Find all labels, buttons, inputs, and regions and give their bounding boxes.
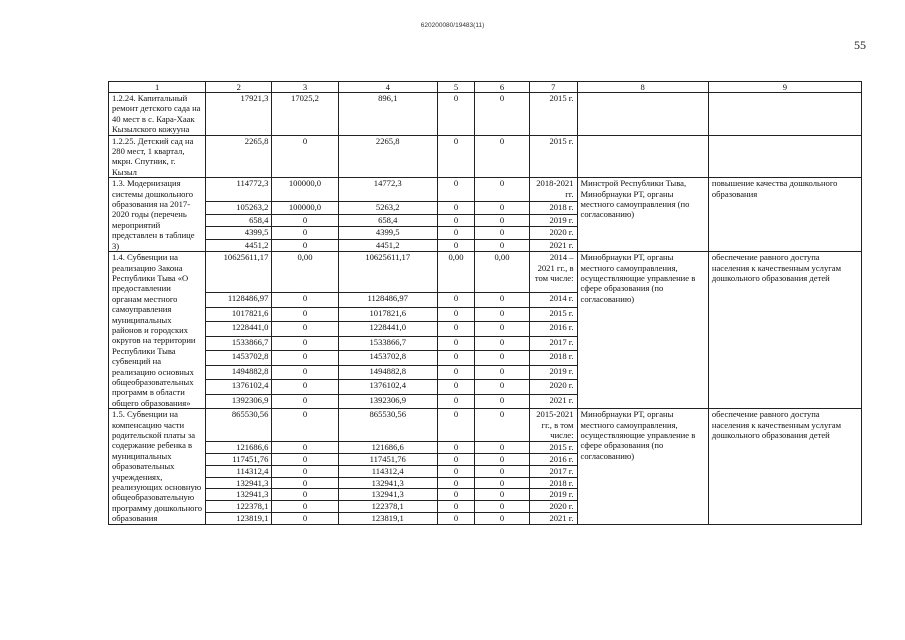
executor-cell	[577, 93, 708, 136]
cell-c5: 0	[437, 454, 474, 466]
cell-c4: 121686,6	[338, 442, 437, 454]
cell-c4: 658,4	[338, 214, 437, 226]
cell-c3: 0,00	[272, 252, 338, 293]
cell-c4: 1228441,0	[338, 322, 437, 337]
cell-c4: 10625611,17	[338, 252, 437, 293]
cell-c5: 0	[437, 93, 474, 136]
cell-c5: 0	[437, 442, 474, 454]
cell-c4: 1453702,8	[338, 351, 437, 366]
col-header-7: 7	[529, 82, 577, 93]
cell-c4: 4451,2	[338, 239, 437, 252]
cell-c4: 123819,1	[338, 512, 437, 524]
cell-c3: 0	[272, 239, 338, 252]
cell-c6: 0	[475, 336, 530, 351]
cell-c6: 0	[475, 307, 530, 322]
cell-c7: 2014 г.	[529, 293, 577, 308]
cell-c6: 0	[475, 351, 530, 366]
cell-c3: 0	[272, 409, 338, 442]
cell-c5: 0	[437, 489, 474, 501]
cell-c2: 1533866,7	[206, 336, 272, 351]
executor-cell: Минстрой Республики Тыва, Минобрнауки РТ, органы местного самоуправления (по согласованию)	[577, 178, 708, 252]
cell-c3: 0	[272, 512, 338, 524]
cell-c5: 0	[437, 202, 474, 214]
cell-c2: 1128486,97	[206, 293, 272, 308]
cell-c4: 14772,3	[338, 178, 437, 202]
cell-c2: 105263,2	[206, 202, 272, 214]
cell-c2: 2265,8	[206, 135, 272, 178]
cell-c6: 0	[475, 365, 530, 380]
cell-c4: 1494882,8	[338, 365, 437, 380]
cell-c3: 0	[272, 454, 338, 466]
cell-c6: 0	[475, 409, 530, 442]
measure-name-cell: 1.5. Субвенции на компенсацию части родительской платы за содержание ребенка в муниципальных образовательных учреждениях, реализующих основную общеобразовательную программу дошкольного образования	[109, 409, 206, 524]
cell-c5: 0	[437, 477, 474, 489]
cell-c5: 0	[437, 501, 474, 513]
cell-c2: 122378,1	[206, 501, 272, 513]
program-table	[108, 81, 862, 525]
cell-c7: 2020 г.	[529, 380, 577, 395]
cell-c6: 0	[475, 489, 530, 501]
measure-name-cell: 1.4. Субвенции на реализацию Закона Республики Тыва «О предоставлении органам местного самоуправления муниципальных районов и городских округов на территории Республики Тыва субвенций на реализацию основных общеобразовательных программ в области общего образования»	[109, 252, 206, 409]
cell-c2: 114312,4	[206, 465, 272, 477]
executor-cell: Минобрнауки РТ, органы местного самоуправления, осуществляющие управление в сфере образования (по согласованию)	[577, 252, 708, 409]
measure-name-cell: 1.3. Модернизация системы дошкольного образования на 2017-2020 годы (перечень мероприятий представлен в таблице 3)	[109, 178, 206, 252]
result-cell	[708, 135, 861, 178]
cell-c6: 0	[475, 512, 530, 524]
cell-c3: 0	[272, 135, 338, 178]
cell-c6: 0	[475, 202, 530, 214]
cell-c4: 896,1	[338, 93, 437, 136]
cell-c3: 100000,0	[272, 202, 338, 214]
cell-c4: 5263,2	[338, 202, 437, 214]
cell-c7: 2015 г.	[529, 307, 577, 322]
cell-c5: 0	[437, 227, 474, 239]
cell-c2: 865530,56	[206, 409, 272, 442]
table-row	[109, 409, 862, 442]
cell-c3: 0	[272, 307, 338, 322]
cell-c7: 2015 г.	[529, 135, 577, 178]
cell-c7: 2021 г.	[529, 512, 577, 524]
cell-c4: 1128486,97	[338, 293, 437, 308]
measure-name-cell: 1.2.25. Детский сад на 280 мест, 1 квартал, мкрн. Спутник, г. Кызыл	[109, 135, 206, 178]
cell-c5: 0	[437, 322, 474, 337]
result-cell: обеспечение равного доступа населения к качественным услугам дошкольного образования детей	[708, 252, 861, 409]
cell-c6: 0	[475, 93, 530, 136]
cell-c5: 0	[437, 380, 474, 395]
cell-c4: 117451,76	[338, 454, 437, 466]
col-header-8: 8	[577, 82, 708, 93]
cell-c2: 132941,3	[206, 477, 272, 489]
cell-c5: 0	[437, 394, 474, 409]
cell-c3: 0	[272, 214, 338, 226]
cell-c2: 114772,3	[206, 178, 272, 202]
cell-c4: 4399,5	[338, 227, 437, 239]
cell-c4: 132941,3	[338, 477, 437, 489]
cell-c2: 1228441,0	[206, 322, 272, 337]
cell-c3: 0	[272, 365, 338, 380]
cell-c4: 2265,8	[338, 135, 437, 178]
result-cell	[708, 93, 861, 136]
cell-c7: 2015 г.	[529, 93, 577, 136]
cell-c7: 2020 г.	[529, 227, 577, 239]
document-code: 620200080/19483(11)	[420, 22, 485, 29]
cell-c3: 100000,0	[272, 178, 338, 202]
cell-c6: 0	[475, 239, 530, 252]
cell-c6: 0	[475, 214, 530, 226]
page-number: 55	[854, 38, 866, 52]
cell-c3: 0	[272, 394, 338, 409]
cell-c7: 2021 г.	[529, 394, 577, 409]
cell-c7: 2021 г.	[529, 239, 577, 252]
cell-c5: 0	[437, 307, 474, 322]
cell-c6: 0	[475, 178, 530, 202]
cell-c3: 0	[272, 227, 338, 239]
table-row	[109, 93, 862, 136]
cell-c2: 4451,2	[206, 239, 272, 252]
cell-c6: 0	[475, 501, 530, 513]
cell-c5: 0	[437, 351, 474, 366]
table-row	[109, 135, 862, 178]
cell-c2: 1376102,4	[206, 380, 272, 395]
cell-c2: 1017821,6	[206, 307, 272, 322]
cell-c5: 0	[437, 214, 474, 226]
column-number-row	[109, 82, 862, 93]
table-row	[109, 252, 862, 293]
cell-c7: 2019 г.	[529, 365, 577, 380]
cell-c6: 0	[475, 442, 530, 454]
col-header-5: 5	[437, 82, 474, 93]
cell-c6: 0	[475, 394, 530, 409]
cell-c5: 0	[437, 336, 474, 351]
cell-c4: 1017821,6	[338, 307, 437, 322]
cell-c2: 132941,3	[206, 489, 272, 501]
cell-c7: 2018 г.	[529, 202, 577, 214]
table-header	[109, 82, 862, 93]
cell-c4: 1376102,4	[338, 380, 437, 395]
cell-c7: 2019 г.	[529, 489, 577, 501]
cell-c2: 1392306,9	[206, 394, 272, 409]
cell-c2: 117451,76	[206, 454, 272, 466]
cell-c6: 0	[475, 293, 530, 308]
result-cell: обеспечение равного доступа населения к качественным услугам дошкольного образования детей	[708, 409, 861, 524]
cell-c2: 123819,1	[206, 512, 272, 524]
cell-c6: 0	[475, 477, 530, 489]
cell-c5: 0	[437, 135, 474, 178]
cell-c7: 2019 г.	[529, 214, 577, 226]
cell-c7: 2017 г.	[529, 465, 577, 477]
cell-c4: 132941,3	[338, 489, 437, 501]
cell-c6: 0	[475, 380, 530, 395]
table-body	[109, 93, 862, 525]
col-header-4: 4	[338, 82, 437, 93]
cell-c3: 0	[272, 442, 338, 454]
cell-c7: 2016 г.	[529, 454, 577, 466]
cell-c6: 0	[475, 135, 530, 178]
measure-name-cell: 1.2.24. Капитальный ремонт детского сада на 40 мест в с. Кара-Хаак Кызылского кожууна	[109, 93, 206, 136]
cell-c6: 0,00	[475, 252, 530, 293]
cell-c6: 0	[475, 465, 530, 477]
cell-c2: 1453702,8	[206, 351, 272, 366]
cell-c5: 0	[437, 178, 474, 202]
col-header-2: 2	[206, 82, 272, 93]
cell-c3: 0	[272, 336, 338, 351]
cell-c4: 1533866,7	[338, 336, 437, 351]
cell-c2: 10625611,17	[206, 252, 272, 293]
executor-cell: Минобрнауки РТ, органы местного самоуправления, осуществляющие управление в сфере образования (по согласованию)	[577, 409, 708, 524]
cell-c3: 0	[272, 293, 338, 308]
cell-c3: 0	[272, 465, 338, 477]
col-header-6: 6	[475, 82, 530, 93]
cell-c5: 0	[437, 293, 474, 308]
cell-c4: 114312,4	[338, 465, 437, 477]
cell-c7: 2020 г.	[529, 501, 577, 513]
cell-c6: 0	[475, 227, 530, 239]
cell-c7: 2015-2021 гг., в том числе:	[529, 409, 577, 442]
col-header-3: 3	[272, 82, 338, 93]
cell-c2: 17921,3	[206, 93, 272, 136]
col-header-1: 1	[109, 82, 206, 93]
cell-c2: 121686,6	[206, 442, 272, 454]
cell-c4: 1392306,9	[338, 394, 437, 409]
table-row	[109, 178, 862, 202]
result-cell: повышение качества дошкольного образования	[708, 178, 861, 252]
cell-c4: 122378,1	[338, 501, 437, 513]
cell-c7: 2017 г.	[529, 336, 577, 351]
cell-c3: 0	[272, 477, 338, 489]
col-header-9: 9	[708, 82, 861, 93]
cell-c6: 0	[475, 454, 530, 466]
cell-c7: 2018 г.	[529, 351, 577, 366]
cell-c3: 0	[272, 489, 338, 501]
cell-c2: 658,4	[206, 214, 272, 226]
executor-cell	[577, 135, 708, 178]
cell-c7: 2016 г.	[529, 322, 577, 337]
cell-c7: 2015 г.	[529, 442, 577, 454]
cell-c3: 0	[272, 322, 338, 337]
cell-c5: 0	[437, 409, 474, 442]
cell-c5: 0	[437, 239, 474, 252]
cell-c2: 1494882,8	[206, 365, 272, 380]
cell-c6: 0	[475, 322, 530, 337]
cell-c7: 2018-2021 гг.	[529, 178, 577, 202]
cell-c5: 0	[437, 365, 474, 380]
cell-c3: 0	[272, 351, 338, 366]
cell-c4: 865530,56	[338, 409, 437, 442]
cell-c3: 17025,2	[272, 93, 338, 136]
cell-c5: 0	[437, 512, 474, 524]
cell-c5: 0,00	[437, 252, 474, 293]
cell-c5: 0	[437, 465, 474, 477]
cell-c3: 0	[272, 380, 338, 395]
cell-c7: 2014 – 2021 гг., в том числе:	[529, 252, 577, 293]
cell-c2: 4399,5	[206, 227, 272, 239]
cell-c3: 0	[272, 501, 338, 513]
cell-c7: 2018 г.	[529, 477, 577, 489]
